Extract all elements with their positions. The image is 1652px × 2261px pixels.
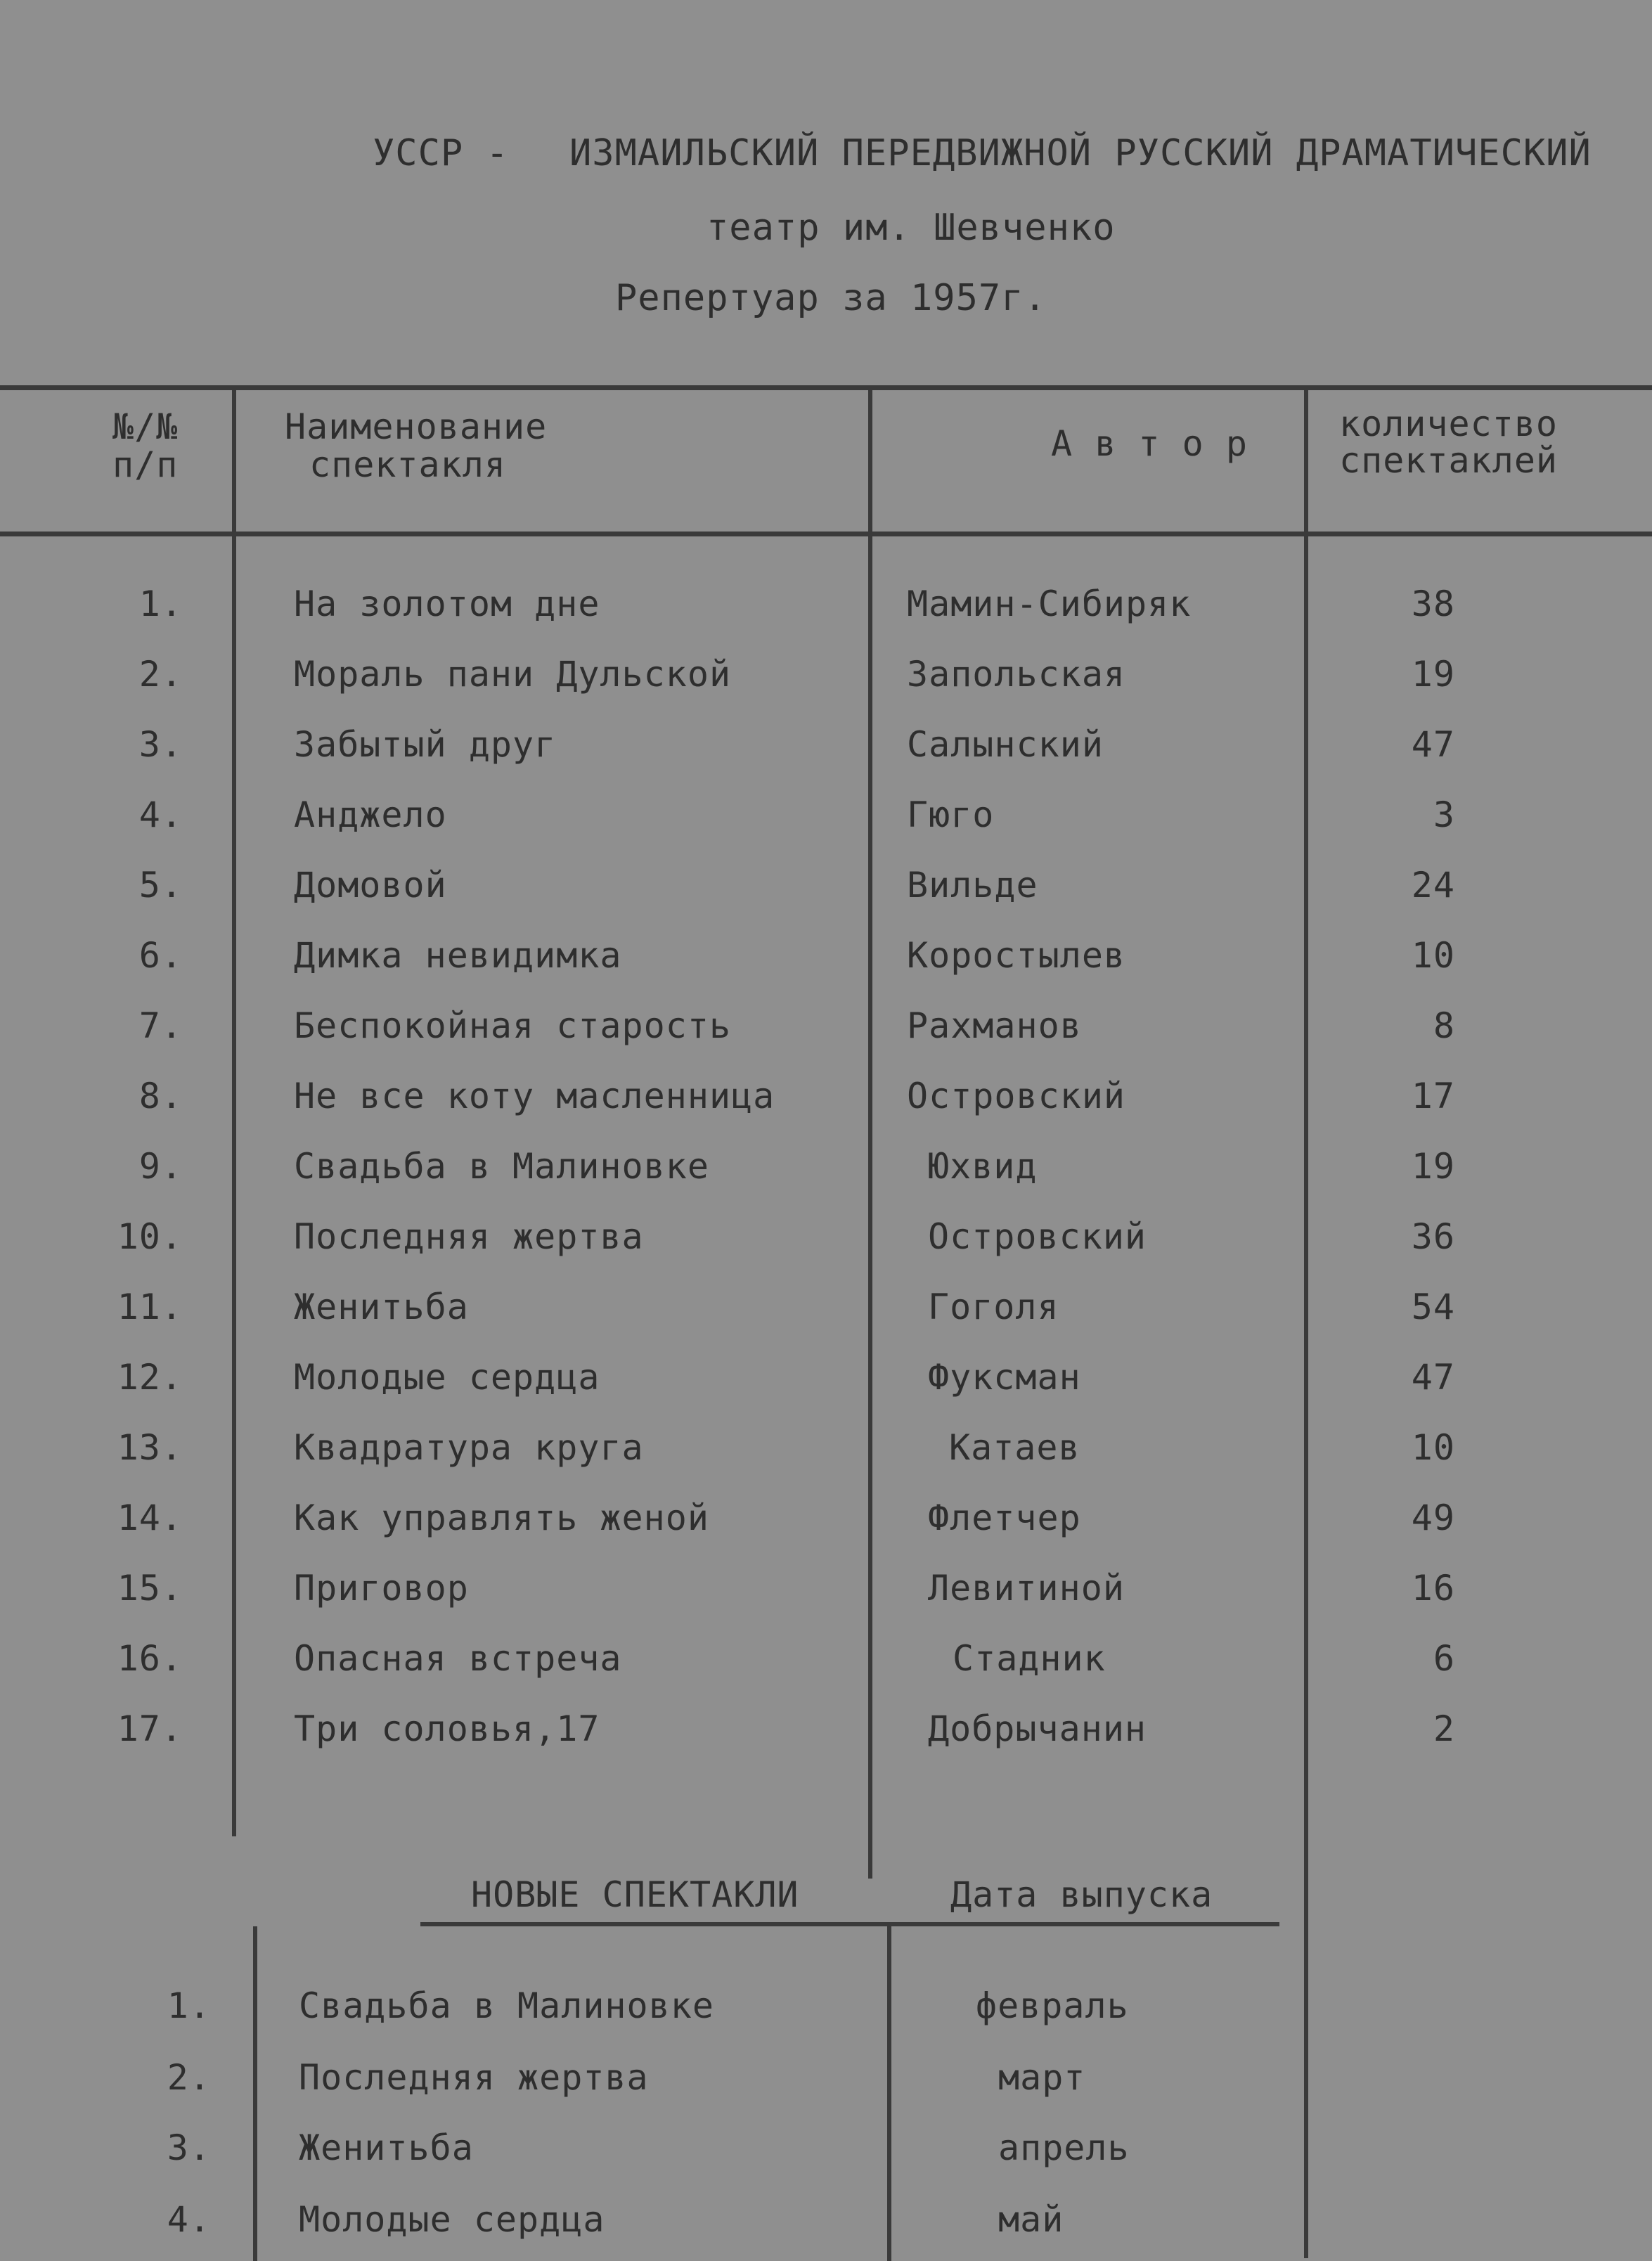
- row-17-num: 17.: [117, 1708, 183, 1749]
- row-4-author: Гюго: [907, 794, 995, 835]
- new-shows-heading: НОВЫЕ СПЕКТАКЛИ: [471, 1874, 799, 1915]
- row-1-num: 1.: [138, 584, 183, 624]
- column-divider-1: [232, 388, 236, 1836]
- row-6-author: Коростылев: [907, 935, 1126, 976]
- col-num-header-2: п/п: [112, 444, 179, 485]
- new-shows-divider-1: [253, 1926, 257, 2261]
- row-8-title: Не все коту масленница: [294, 1076, 775, 1116]
- row-1-title: На золотом дне: [294, 584, 600, 624]
- row-8-author: Островский: [907, 1076, 1126, 1116]
- new-row-2-title: Последняя жертва: [299, 2057, 649, 2098]
- new-row-3-num: 3.: [167, 2127, 211, 2168]
- row-16-num: 16.: [117, 1638, 183, 1679]
- new-row-1-num: 1.: [167, 1985, 211, 2026]
- row-12-title: Молодые сердца: [294, 1357, 600, 1398]
- row-11-title: Женитьба: [294, 1287, 469, 1327]
- row-10-title: Последняя жертва: [294, 1216, 644, 1257]
- row-1-author: Мамин-Сибиряк: [907, 584, 1192, 624]
- row-16-count: 6: [1433, 1638, 1455, 1679]
- row-11-author: Гоголя: [928, 1287, 1059, 1327]
- row-9-count: 19: [1411, 1146, 1455, 1187]
- row-6-title: Димка невидимка: [294, 935, 622, 976]
- row-13-author: Катаев: [949, 1427, 1080, 1468]
- row-3-count: 47: [1411, 724, 1455, 765]
- row-5-author: Вильде: [907, 865, 1038, 906]
- new-shows-rule: [420, 1922, 1279, 1926]
- row-4-num: 4.: [138, 794, 183, 835]
- header-prefix: УССР -: [373, 132, 509, 174]
- new-row-2-date: март: [998, 2057, 1086, 2098]
- column-divider-3: [1304, 388, 1308, 2258]
- row-3-title: Забытый друг: [294, 724, 557, 765]
- row-16-title: Опасная встреча: [294, 1638, 622, 1679]
- new-row-1-title: Свадьба в Малиновке: [299, 1985, 714, 2026]
- row-8-num: 8.: [138, 1076, 183, 1116]
- row-7-count: 8: [1433, 1005, 1455, 1046]
- row-5-title: Домовой: [294, 865, 447, 906]
- release-date-heading: Дата выпуска: [950, 1874, 1213, 1915]
- row-12-count: 47: [1411, 1357, 1455, 1398]
- row-15-count: 16: [1411, 1568, 1455, 1609]
- col-author-header: А в т о р: [1051, 423, 1248, 464]
- row-2-num: 2.: [138, 654, 183, 695]
- row-13-title: Квадратура круга: [294, 1427, 644, 1468]
- new-row-3-date: апрель: [998, 2127, 1130, 2168]
- row-4-title: Анджело: [294, 794, 447, 835]
- row-6-num: 6.: [138, 935, 183, 976]
- page-title: Репертуар за 1957г.: [615, 277, 1047, 319]
- row-5-count: 24: [1411, 865, 1455, 906]
- row-3-author: Салынский: [907, 724, 1104, 765]
- row-5-num: 5.: [138, 865, 183, 906]
- new-row-4-num: 4.: [167, 2199, 211, 2240]
- row-12-author: Фуксман: [928, 1357, 1081, 1398]
- row-7-author: Рахманов: [907, 1005, 1082, 1046]
- new-row-4-title: Молодые сердца: [299, 2199, 605, 2240]
- row-17-count: 2: [1433, 1708, 1455, 1749]
- row-2-count: 19: [1411, 654, 1455, 695]
- new-row-4-date: май: [998, 2199, 1064, 2240]
- row-14-title: Как управлять женой: [294, 1497, 709, 1538]
- row-15-title: Приговор: [294, 1568, 469, 1609]
- row-17-author: Добрычанин: [928, 1708, 1147, 1749]
- row-17-title: Три соловья,17: [294, 1708, 600, 1749]
- row-9-num: 9.: [138, 1146, 183, 1187]
- new-shows-divider-2: [887, 1926, 891, 2261]
- row-15-num: 15.: [117, 1568, 183, 1609]
- row-9-author: Юхвид: [928, 1146, 1038, 1187]
- row-7-title: Беспокойная старость: [294, 1005, 732, 1046]
- row-14-author: Флетчер: [928, 1497, 1081, 1538]
- table-header-rule: [0, 532, 1652, 536]
- row-8-count: 17: [1411, 1076, 1455, 1116]
- new-row-2-num: 2.: [167, 2057, 211, 2098]
- row-7-num: 7.: [138, 1005, 183, 1046]
- new-row-1-date: февраль: [976, 1985, 1129, 2026]
- table-top-rule: [0, 385, 1652, 390]
- row-1-count: 38: [1411, 584, 1455, 624]
- row-11-count: 54: [1411, 1287, 1455, 1327]
- row-4-count: 3: [1433, 794, 1455, 835]
- col-title-header-2: спектакля: [309, 444, 506, 485]
- row-11-num: 11.: [117, 1287, 183, 1327]
- row-14-count: 49: [1411, 1497, 1455, 1538]
- row-14-num: 14.: [117, 1497, 183, 1538]
- row-13-num: 13.: [117, 1427, 183, 1468]
- row-16-author: Стадник: [953, 1638, 1106, 1679]
- col-title-header-1: Наименование: [285, 406, 548, 447]
- col-num-header-1: №/№: [112, 406, 179, 447]
- theatre-subtitle: театр им. Шевченко: [706, 207, 1116, 249]
- column-divider-2: [868, 388, 872, 1879]
- row-9-title: Свадьба в Малиновке: [294, 1146, 709, 1187]
- row-12-num: 12.: [117, 1357, 183, 1398]
- row-2-author: Запольская: [907, 654, 1126, 695]
- col-count-header-1: количество: [1339, 404, 1559, 444]
- row-10-num: 10.: [117, 1216, 183, 1257]
- row-10-count: 36: [1411, 1216, 1455, 1257]
- theatre-name: ИЗМАИЛЬСКИЙ ПЕРЕДВИЖНОЙ РУССКИЙ ДРАМАТИЧЕСКИЙ: [569, 132, 1592, 174]
- row-3-num: 3.: [138, 724, 183, 765]
- new-row-3-title: Женитьба: [299, 2127, 474, 2168]
- row-10-author: Островский: [928, 1216, 1147, 1257]
- row-13-count: 10: [1411, 1427, 1455, 1468]
- row-2-title: Мораль пани Дульской: [294, 654, 732, 695]
- row-6-count: 10: [1411, 935, 1455, 976]
- col-count-header-2: спектаклей: [1339, 440, 1559, 481]
- row-15-author: Левитиной: [928, 1568, 1125, 1609]
